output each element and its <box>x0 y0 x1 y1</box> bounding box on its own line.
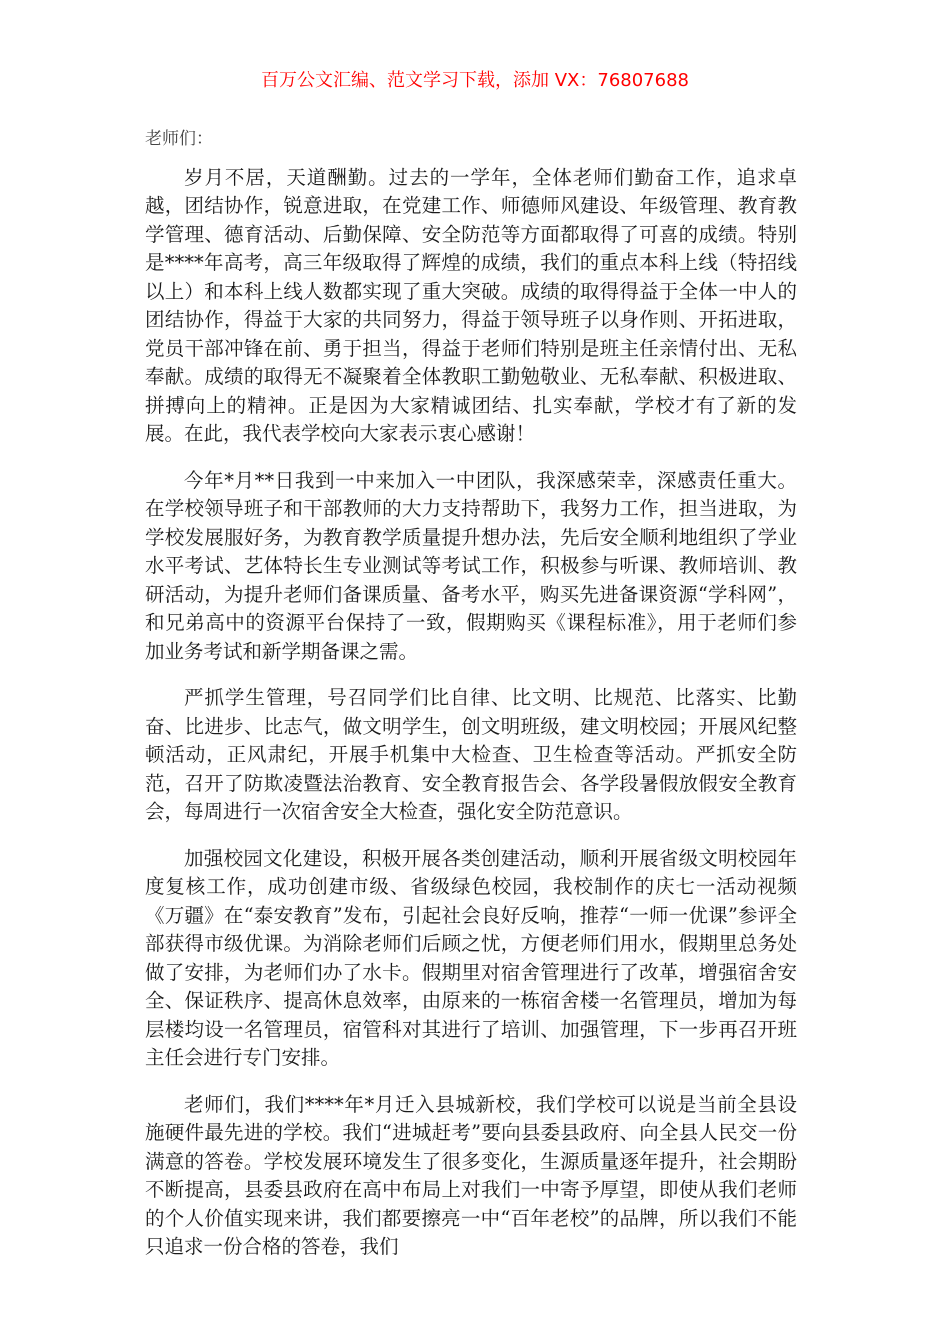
paragraph-5: 老师们，我们****年*月迁入县城新校，我们学校可以说是当前全县设施硬件最先进的学校。我们“进城赶考”要向县委县政府、向全县人民交一份满意的答卷。学校发展环境发生了很多变化，生源质量逐年提升，社会期盼不断提高，县委县政府在高中布局上对我们一中寄予厚望，即使从我们老师的个人价值实现来讲，我们都要擦亮一中“百年老校”的品牌，所以我们不能只追求一份合格的答卷，我们 <box>145 1092 797 1258</box>
document-body <box>145 125 797 1280</box>
paragraph-1: 岁月不居，天道酬勤。过去的一学年，全体老师们勤奋工作，追求卓越，团结协作，锐意进取，在党建工作、师德师风建设、年级管理、教育教学管理、德育活动、后勤保障、安全防范等方面都取得了可喜的成绩。特别是****年高考，高三年级取得了辉煌的成绩，我们的重点本科上线（特招线以上）和本科上线人数都实现了重大突破。成绩的取得得益于全体一中人的团结协作，得益于大家的共同努力，得益于领导班子以身作则、开拓进取，党员干部冲锋在前、勇于担当，得益于老师们特别是班主任亲情付出、无私奉献。成绩的取得无不凝聚着全体教职工勤勉敬业、无私奉献、积极进取、拼搏向上的精神。正是因为大家精诚团结、扎实奉献，学校才有了新的发展。在此，我代表学校向大家表示衷心感谢！ <box>145 165 797 445</box>
header-banner: 百万公文汇编、范文学习下载，添加 VX：76807688 <box>261 70 689 91</box>
paragraph-2: 今年*月**日我到一中来加入一中团队，我深感荣幸，深感责任重大。在学校领导班子和干部教师的大力支持帮助下，我努力工作，担当进取，为学校发展服好务，为教育教学质量提升想办法，先后安全顺利地组织了学业水平考试、艺体特长生专业测试等考试工作，积极参与听课、教师培训、教研活动，为提升老师们备课质量、备考水平，购买先进备课资源“学科网”，和兄弟高中的资源平台保持了一致，假期购买《课程标准》，用于老师们参加业务考试和新学期备课之需。 <box>145 468 797 663</box>
paragraph-3: 严抓学生管理，号召同学们比自律、比文明、比规范、比落实、比勤奋、比进步、比志气，做文明学生，创文明班级，建文明校园；开展风纪整顿活动，正风肃纪，开展手机集中大检查、卫生检查等活动。严抓安全防范，召开了防欺凌暨法治教育、安全教育报告会、各学段暑假放假安全教育会，每周进行一次宿舍安全大检查，强化安全防范意识。 <box>145 686 797 823</box>
salutation: 老师们： <box>145 129 213 149</box>
paragraph-4: 加强校园文化建设，积极开展各类创建活动，顺利开展省级文明校园年度复核工作，成功创建市级、省级绿色校园，我校制作的庆七一活动视频《万疆》在“泰安教育”发布，引起社会良好反响，推荐“一师一优课”参评全部获得市级优课。为消除老师们后顾之忧，方便老师们用水，假期里总务处做了安排，为老师们办了水卡。假期里对宿舍管理进行了改革，增强宿舍安全、保证秩序、提高休息效率，由原来的一栋宿舍楼一名管理员，增加为每层楼均设一名管理员，宿管科对其进行了培训、加强管理，下一步再召开班主任会进行专门安排。 <box>145 846 797 1069</box>
